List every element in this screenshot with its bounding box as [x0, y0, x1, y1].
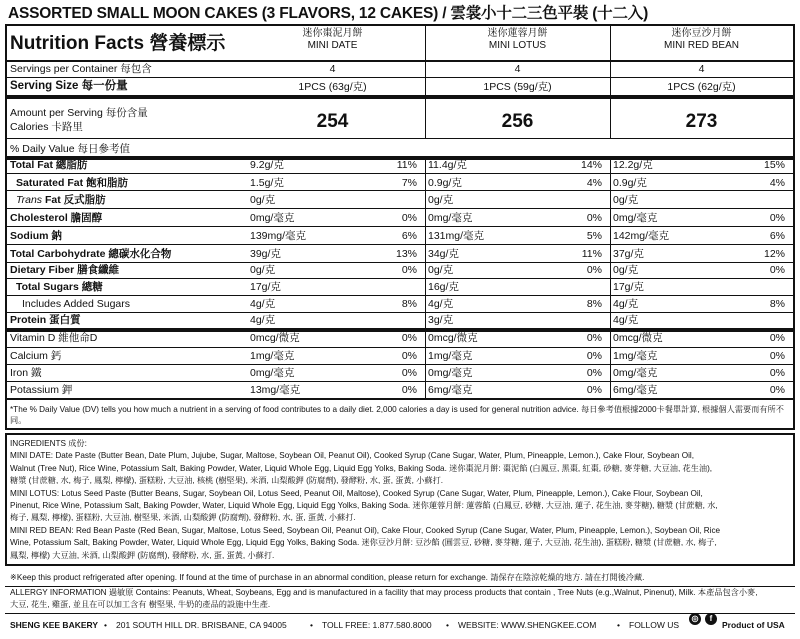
nutrient-label [10, 229, 62, 243]
calories-value: 273 [685, 111, 718, 132]
footer-bar [0, 613, 800, 637]
nutrient-amount: 39g/克 [250, 248, 281, 260]
bullet-separator: • [446, 620, 449, 630]
nutrient-daily-value: 0% [401, 384, 417, 396]
nutrient-daily-value: 0% [401, 350, 417, 362]
column-header-mini-date [240, 28, 425, 52]
nutrient-label-italic: Trans [16, 194, 43, 206]
nutrient-amount: 0mg/毫克 [250, 367, 295, 379]
nutrient-amount: 0mcg/微克 [613, 332, 663, 344]
ingredients-line: MINI LOTUS: Lotus Seed Paste (Butter Beans, Sugar, Soybean Oil, Lotus Seed, Peanut Oil, Maltose), Cooked Syrup (Cane Sugar, Water, Plum, Pineapple, Lemon.), Cake Flour, Soybean Oil, [10, 488, 703, 498]
nutrient-label [10, 383, 72, 397]
nutrient-daily-value: 4% [586, 177, 602, 189]
nutrient-label-text: Potassium 鉀 [10, 384, 73, 396]
nutrient-daily-value: 0% [769, 212, 785, 224]
nutrient-label-text: Vitamin D 維他命D [10, 332, 98, 344]
ingredients-line: Wine, Potassium Salt, Baking Powder, Water, Liquid Whole Egg, Liquid Egg Yolks, Baking Soda. 迷你豆沙月餅: 豆沙餡 (圓雲豆, 砂糖, 麥芽糖, 蓮子, 大豆油, 花生油), 蛋糕粉, 糖漿 (甘蔗糖, 水, 梅子, [10, 538, 717, 548]
nutrient-label-text: Fat 反式脂肪 [42, 194, 106, 206]
column-header-mini-red-bean [610, 28, 793, 52]
company-address: 201 SOUTH HILL DR. BRISBANE, CA 94005 [116, 620, 287, 630]
nutrient-label-text: Saturated Fat 飽和脂肪 [16, 177, 129, 189]
nutrient-label [10, 247, 171, 261]
nutrient-daily-value: 0% [586, 212, 602, 224]
nutrient-label [10, 211, 102, 225]
nutrient-label-text: Iron 鐵 [10, 367, 42, 379]
ingredients-line: Walnut (Tree Nut), Rice Wine, Potassium Salt, Baking Powder, Water, Liquid Whole Egg, Liquid Egg Yolks, Baking Soda. 迷你棗泥月餅: 棗泥餡 (白鳳豆, 黑棗, 紅棗, 砂糖, 麥芽糖, 大豆油, 花生油), [10, 463, 713, 473]
servings-label: Servings per Container 每包含 [10, 63, 152, 75]
storage-note: ※Keep this product refrigerated after opening. If found at the time of purchase in an abnormal condition, please return for exchange. 請保存在陰涼乾燥的地方. 請在打開後冷藏. [10, 573, 645, 582]
nutrient-label [10, 263, 119, 277]
nutrient-daily-value: 0% [401, 264, 417, 276]
nutrient-label-text: Total Carbohydrate 總碳水化合物 [10, 248, 172, 260]
serving-size-value: 1PCS (62g/克) [667, 81, 736, 93]
nutrient-daily-value: 0% [769, 367, 785, 379]
nutrient-amount: 0mg/毫克 [250, 212, 295, 224]
row-divider [7, 208, 793, 209]
nutrient-daily-value: 6% [401, 230, 417, 242]
nutrition-facts-heading: Nutrition Facts 營養標示 [10, 33, 226, 54]
row-divider [7, 138, 793, 139]
nutrient-amount: 4g/克 [250, 314, 276, 326]
nutrient-amount: 142mg/毫克 [613, 230, 670, 242]
row-divider [7, 381, 793, 382]
column-divider [425, 156, 426, 398]
nutrient-amount: 0mg/毫克 [613, 212, 658, 224]
row-divider [7, 244, 793, 245]
column-header-en: MINI DATE [307, 40, 358, 51]
nutrient-label [10, 349, 61, 363]
nutrient-amount: 4g/克 [613, 298, 639, 310]
row-divider [7, 226, 793, 227]
nutrient-label-text: Cholesterol 膽固醇 [10, 212, 103, 224]
nutrient-amount: 6mg/毫克 [613, 384, 658, 396]
nutrient-amount: 0g/克 [250, 264, 276, 276]
nutrient-amount: 1mg/毫克 [428, 350, 473, 362]
facebook-icon[interactable]: f [705, 613, 717, 625]
nutrient-amount: 0g/克 [613, 264, 639, 276]
nutrient-amount: 9.2g/克 [250, 159, 284, 171]
allergy-info-line: 大豆, 花生, 雞蛋, 並且在可以加工含有 樹堅果, 牛奶的產品的設施中生產. [10, 600, 271, 609]
nutrient-daily-value: 0% [586, 332, 602, 344]
nutrient-amount: 0mcg/微克 [250, 332, 300, 344]
nutrient-label [10, 366, 42, 380]
nutrient-amount: 4g/克 [250, 298, 276, 310]
servings-value: 4 [698, 63, 705, 75]
nutrient-daily-value: 14% [580, 159, 602, 171]
product-origin: Product of USA [722, 620, 785, 630]
row-divider [7, 295, 793, 296]
nutrient-amount: 0g/克 [613, 194, 639, 206]
nutrient-daily-value: 8% [586, 298, 602, 310]
nutrient-daily-value: 8% [769, 298, 785, 310]
nutrient-daily-value: 0% [769, 350, 785, 362]
bullet-separator: • [310, 620, 313, 630]
nutrient-daily-value: 0% [769, 384, 785, 396]
ingredients-line: MINI RED BEAN: Red Bean Paste (Red Bean, Sugar, Maltose, Lotus Seed, Soybean Oil, Peanut Oil), Cake Flour, Cooked Syrup (Cane Sugar, Water, Plum, Pineapple, Lemon.), Soybean Oil, Rice [10, 525, 721, 535]
servings-value: 4 [329, 63, 336, 75]
nutrient-daily-value: 12% [763, 248, 785, 260]
serving-size-value: 1PCS (59g/克) [483, 81, 552, 93]
nutrient-amount: 11.4g/克 [428, 159, 467, 171]
nutrient-daily-value: 0% [586, 367, 602, 379]
nutrient-daily-value: 0% [586, 384, 602, 396]
row-divider [7, 347, 793, 348]
nutrient-amount: 4g/克 [613, 314, 639, 326]
nutrient-label [10, 158, 87, 172]
row-divider [7, 190, 793, 191]
ingredients-line: 鳳梨, 檸檬) 大豆油, 米酒, 山梨酸鉀 (防腐劑), 發酵粉, 水, 蛋, 蛋黃, 小蘇打. [10, 550, 275, 560]
nutrient-label-text: Total Sugars 總糖 [16, 281, 103, 293]
nutrient-amount: 0g/克 [428, 264, 454, 276]
nutrient-label-text: Total Fat 總脂肪 [10, 159, 88, 171]
serving-size-value: 1PCS (63g/克) [298, 81, 367, 93]
ingredients-line: 糖漿 (甘蔗糖, 水, 梅子, 鳳梨, 檸檬), 蛋糕粉, 大豆油, 核桃 (樹堅果), 米酒, 山梨酸鉀 (防腐劑), 發酵粉, 水, 蛋, 蛋黃, 小蘇打. [10, 476, 444, 486]
calories-value: 254 [316, 111, 349, 132]
nutrient-amount: 0mg/毫克 [613, 367, 658, 379]
row-divider [7, 95, 793, 99]
nutrient-amount: 0g/克 [428, 194, 454, 206]
company-name: SHENG KEE BAKERY [10, 620, 99, 630]
nutrient-label [16, 176, 128, 190]
nutrient-daily-value: 11% [581, 248, 602, 260]
website-link[interactable]: WEBSITE: WWW.SHENGKEE.COM [458, 620, 597, 630]
nutrient-amount: 17g/克 [250, 281, 281, 293]
row-divider [7, 364, 793, 365]
nutrient-label-text: Calcium 鈣 [10, 350, 62, 362]
bullet-separator: • [104, 620, 107, 630]
serving-size-label: Serving Size 每一份量 [10, 80, 128, 92]
follow-us-label: FOLLOW US [629, 620, 680, 630]
nutrient-label [16, 193, 106, 207]
nutrient-label-text: Sodium 鈉 [10, 230, 62, 242]
column-header-zh: 迷你蓮蓉月餅 [487, 28, 548, 39]
nutrient-amount: 13mg/毫克 [250, 384, 301, 396]
row-divider [7, 398, 793, 400]
row-divider [7, 77, 793, 78]
column-header-en: MINI LOTUS [488, 40, 547, 51]
nutrient-daily-value: 0% [401, 367, 417, 379]
ingredients-line: Pinenut, Rice Wine, Potassium Salt, Baking Powder, Water, Liquid Whole Egg, Liquid Egg Yolks, Baking Soda. 迷你蓮蓉月餅: 蓮蓉餡 (白鳳豆, 砂糖, 大豆油, 蓮子, 花生油, 麥芽糖), 糖漿 (甘蔗糖, 水, [10, 501, 718, 510]
nutrient-daily-value: 0% [586, 350, 602, 362]
calories-value: 256 [501, 111, 534, 132]
nutrient-amount: 139mg/毫克 [250, 230, 307, 242]
nutrient-amount: 1.5g/克 [250, 177, 284, 189]
nutrient-label [10, 313, 81, 327]
daily-value-header: % Daily Value 每日參考值 [10, 143, 131, 155]
nutrient-amount: 1mg/毫克 [613, 350, 658, 362]
nutrient-amount: 37g/克 [613, 248, 644, 260]
column-header-mini-lotus [425, 28, 610, 52]
nutrient-label [16, 280, 103, 294]
column-header-zh: 迷你棗泥月餅 [302, 28, 363, 39]
column-header-zh: 迷你豆沙月餅 [671, 28, 732, 39]
row-divider [7, 312, 793, 313]
nutrient-daily-value: 0% [401, 212, 417, 224]
nutrient-amount: 0g/克 [250, 194, 276, 206]
nutrient-daily-value: 5% [586, 230, 602, 242]
nutrient-daily-value: 0% [769, 264, 785, 276]
daily-value-footnote: *The % Daily Value (DV) tells you how much a nutrient in a serving of food contributes to a daily diet. 2,000 calories a day is used for general nutrition advice. 每日參考值根據2000卡餐單計算, 根據個人需要而有所不同。 [10, 405, 784, 425]
nutrient-amount: 1mg/毫克 [250, 350, 295, 362]
nutrient-label-text: Includes Added Sugars [22, 298, 130, 310]
ingredients-line: MINI DATE: Date Paste (Butter Bean, Date Plum, Jujube, Sugar, Maltose, Soybean Oil, Peanut Oil), Cooked Syrup (Cane Sugar, Water, Plum, Pineapple, Lemon.), Cake Flour, Soybean Oil, [10, 451, 694, 461]
nutrient-amount: 0mg/毫克 [428, 367, 473, 379]
column-divider [610, 156, 611, 398]
nutrient-amount: 4g/克 [428, 298, 454, 310]
nutrient-amount: 3g/克 [428, 314, 454, 326]
nutrient-daily-value: 7% [401, 177, 417, 189]
nutrient-label-text: Protein 蛋白質 [10, 314, 81, 326]
nutrient-label-text: Dietary Fiber 膳食纖維 [10, 264, 120, 276]
ingredients-line: INGREDIENTS 成份: [10, 439, 87, 448]
nutrient-label [10, 331, 97, 345]
nutrient-amount: 0.9g/克 [613, 177, 647, 189]
nutrient-amount: 6mg/毫克 [428, 384, 473, 396]
row-divider [7, 278, 793, 279]
instagram-icon[interactable]: ◎ [689, 613, 701, 625]
nutrient-amount: 12.2g/克 [613, 159, 653, 171]
nutrient-amount: 0mcg/微克 [428, 332, 478, 344]
nutrient-daily-value: 0% [769, 332, 785, 344]
nutrient-daily-value: 13% [395, 248, 417, 260]
nutrient-daily-value: 8% [401, 298, 417, 310]
nutrient-amount: 34g/克 [428, 248, 459, 260]
nutrient-daily-value: 15% [763, 159, 785, 171]
nutrient-label [22, 297, 130, 311]
amount-per-serving-label: Amount per Serving 每份含量 [10, 107, 148, 119]
nutrient-amount: 17g/克 [613, 281, 644, 293]
nutrient-daily-value: 4% [769, 177, 785, 189]
bullet-separator: • [617, 620, 620, 630]
nutrient-daily-value: 11% [396, 159, 417, 171]
toll-free-phone: TOLL FREE: 1.877.580.8000 [322, 620, 432, 630]
nutrient-amount: 0.9g/克 [428, 177, 462, 189]
row-divider [7, 173, 793, 174]
calories-label: Calories 卡路里 [10, 121, 83, 133]
nutrient-daily-value: 0% [586, 264, 602, 276]
nutrient-amount: 131mg/毫克 [428, 230, 485, 242]
nutrient-daily-value: 6% [769, 230, 785, 242]
nutrient-amount: 16g/克 [428, 281, 459, 293]
nutrient-amount: 0mg/毫克 [428, 212, 473, 224]
servings-value: 4 [514, 63, 521, 75]
column-header-en: MINI RED BEAN [663, 40, 739, 51]
ingredients-line: 梅子, 鳳梨, 檸檬), 蛋糕粉, 大豆油, 樹堅果, 米酒, 山梨酸鉀 (防腐劑), 發酵粉, 水, 蛋, 蛋黃, 小蘇打. [10, 513, 356, 523]
product-title: ASSORTED SMALL MOON CAKES (3 FLAVORS, 12 CAKES) / 雲裳小十二三色平裝 (十二入) [8, 5, 649, 22]
nutrient-daily-value: 0% [401, 332, 417, 344]
allergy-info-line: ALLERGY INFORMATION 過敏原 Contains: Peanuts, Wheat, Soybeans, Egg and is manufactured in a facility that may process products that contain , Tree Nuts (e.g.,Walnut, Pinenut), Milk. 本產品包含小麥, [10, 588, 758, 597]
